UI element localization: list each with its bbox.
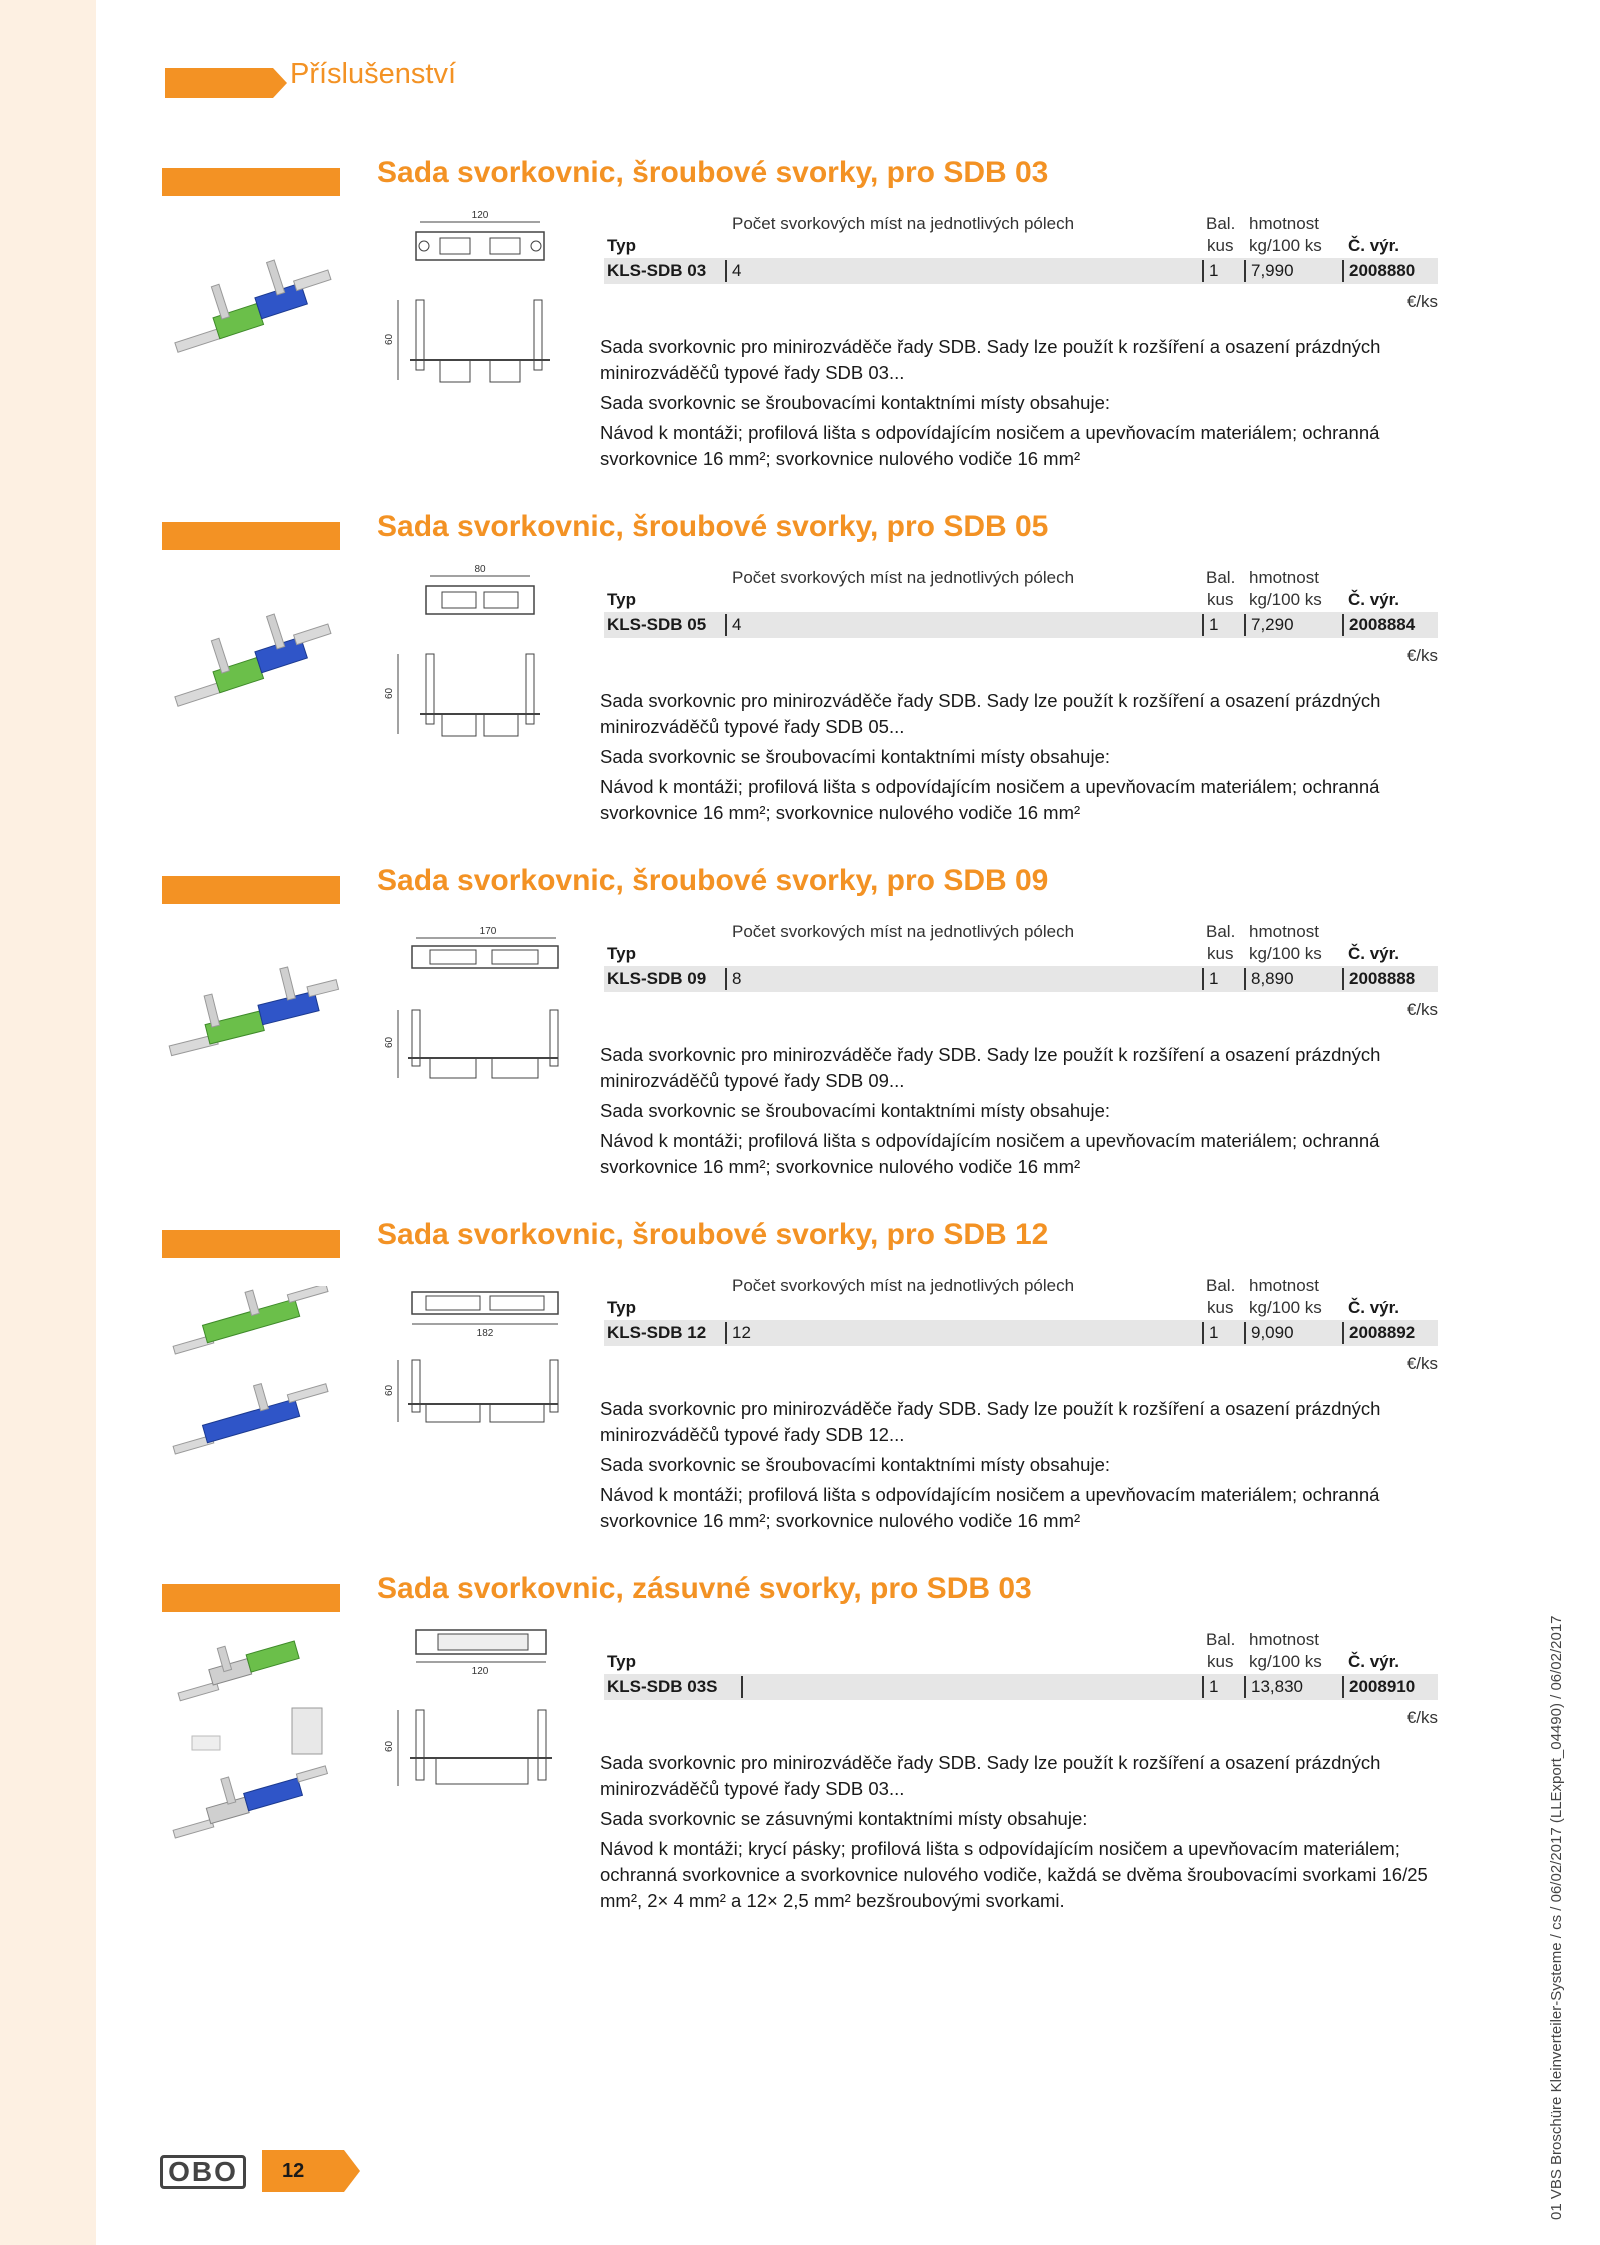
header-weight: hmotnost — [1249, 1276, 1319, 1295]
description-intro: Sada svorkovnic pro minirozváděče řady SDB. Sady lze použít k rozšíření a osazení prázdných minirozváděčů typové řady SDB 03... — [600, 336, 1381, 383]
cell-weight: 7,990 — [1251, 261, 1294, 280]
order-table — [604, 1276, 1438, 1416]
header-article-number: Č. výr. — [1348, 590, 1400, 609]
section-title: Sada svorkovnic, šroubové svorky, pro SDB 09 — [377, 864, 1049, 897]
order-table — [604, 922, 1438, 1062]
cell-count: 4 — [732, 615, 742, 634]
cell-typ: KLS-SDB 05 — [607, 615, 707, 634]
description-intro: Sada svorkovnic pro minirozváděče řady SDB. Sady lze použít k rozšíření a osazení prázdných minirozváděčů typové řady SDB 12... — [600, 1398, 1381, 1445]
cell-bal: 1 — [1209, 969, 1219, 988]
product-section — [0, 1570, 1600, 1910]
header-kg: kg/100 ks — [1249, 236, 1322, 255]
header-bal: Bal. — [1206, 214, 1236, 233]
product-section — [0, 508, 1600, 848]
cell-bal: 1 — [1209, 615, 1219, 634]
cell-bal: 1 — [1209, 1677, 1219, 1696]
table-row — [604, 1320, 1438, 1346]
header-weight: hmotnost — [1249, 922, 1319, 941]
description — [600, 1396, 1450, 1536]
header-kus: kus — [1207, 590, 1234, 609]
description-contents-label: Sada svorkovnic se šroubovacími kontaktními místy obsahuje: — [600, 1100, 1111, 1121]
svg-text:182: 182 — [476, 1328, 494, 1339]
description-contents: Návod k montáži; profilová lišta s odpovídajícím nosičem a upevňovacím materiálem; ochranná svorkovnice 16 mm²; svorkovnice nulového vodiče 16 mm² — [600, 1484, 1380, 1531]
dimension-drawing — [380, 918, 560, 1108]
svg-text:60: 60 — [384, 1384, 395, 1396]
section-title: Sada svorkovnic, šroubové svorky, pro SDB 12 — [377, 1218, 1049, 1251]
section-title: Sada svorkovnic, šroubové svorky, pro SDB 03 — [377, 156, 1049, 189]
header-count: Počet svorkových míst na jednotlivých pólech — [732, 214, 1075, 233]
page-header-title: Příslušenství — [290, 58, 456, 90]
header-article-number: Č. výr. — [1348, 1652, 1400, 1671]
cell-weight: 8,890 — [1251, 969, 1294, 988]
section-title: Sada svorkovnic, šroubové svorky, pro SDB 05 — [377, 510, 1049, 543]
header-kg: kg/100 ks — [1249, 1298, 1322, 1317]
cell-article-number: 2008888 — [1349, 969, 1416, 988]
order-table — [604, 214, 1438, 354]
header-weight: hmotnost — [1249, 214, 1319, 233]
header-article-number: Č. výr. — [1348, 236, 1400, 255]
unit-label: €/ks — [1406, 1000, 1438, 1019]
description-contents-label: Sada svorkovnic se šroubovacími kontaktními místy obsahuje: — [600, 1454, 1111, 1475]
svg-text:60: 60 — [384, 1740, 395, 1752]
header-weight: hmotnost — [1249, 568, 1319, 587]
cell-typ: KLS-SDB 12 — [607, 1323, 707, 1342]
description-contents-label: Sada svorkovnic se zásuvnými kontaktními místy obsahuje: — [600, 1808, 1088, 1829]
dimension-drawing — [380, 1626, 560, 1816]
product-photo — [162, 254, 352, 374]
header-bal: Bal. — [1206, 568, 1236, 587]
header-weight: hmotnost — [1249, 1630, 1319, 1649]
dimension-drawing — [380, 210, 560, 400]
header-kg: kg/100 ks — [1249, 1652, 1322, 1671]
order-table — [604, 568, 1438, 708]
description — [600, 688, 1450, 828]
header-typ: Typ — [607, 590, 636, 609]
header-bal: Bal. — [1206, 922, 1236, 941]
table-row — [604, 1674, 1438, 1700]
cell-count: 4 — [732, 261, 742, 280]
description-contents: Návod k montáži; profilová lišta s odpovídajícím nosičem a upevňovacím materiálem; ochranná svorkovnice 16 mm²; svorkovnice nulového vodiče 16 mm² — [600, 1130, 1380, 1177]
description — [600, 1042, 1450, 1182]
cell-bal: 1 — [1209, 261, 1219, 280]
product-photo — [162, 1760, 352, 1880]
cell-article-number: 2008910 — [1349, 1677, 1416, 1696]
section-title: Sada svorkovnic, zásuvné svorky, pro SDB 03 — [377, 1572, 1032, 1605]
table-row — [604, 258, 1438, 284]
header-kus: kus — [1207, 1652, 1234, 1671]
section-bar — [162, 1230, 340, 1258]
description-intro: Sada svorkovnic pro minirozváděče řady SDB. Sady lze použít k rozšíření a osazení prázdných minirozváděčů typové řady SDB 03... — [600, 1752, 1381, 1799]
cell-article-number: 2008880 — [1349, 261, 1416, 280]
description-contents: Návod k montáži; profilová lišta s odpovídajícím nosičem a upevňovacím materiálem; ochranná svorkovnice 16 mm²; svorkovnice nulového vodiče 16 mm² — [600, 776, 1380, 823]
cell-weight: 13,830 — [1251, 1677, 1303, 1696]
section-bar — [162, 522, 340, 550]
description-contents-label: Sada svorkovnic se šroubovacími kontaktními místy obsahuje: — [600, 392, 1111, 413]
header-kus: kus — [1207, 1298, 1234, 1317]
product-section — [0, 154, 1600, 494]
description-contents: Návod k montáži; profilová lišta s odpovídajícím nosičem a upevňovacím materiálem; ochranná svorkovnice 16 mm²; svorkovnice nulového vodiče 16 mm² — [600, 422, 1380, 469]
page-number: 12 — [282, 2160, 305, 2182]
vertical-document-note: 01 VBS Broschüre Kleinverteiler-Systeme / cs / 06/02/2017 (LLExport_04490) / 06/02/2017 — [1548, 1615, 1565, 2220]
product-section — [0, 1216, 1600, 1556]
cell-count: 8 — [732, 969, 742, 988]
unit-label: €/ks — [1406, 1708, 1438, 1727]
header-bal: Bal. — [1206, 1276, 1236, 1295]
svg-text:170: 170 — [479, 926, 497, 937]
unit-label: €/ks — [1406, 1354, 1438, 1373]
section-bar — [162, 876, 340, 904]
header-kus: kus — [1207, 236, 1234, 255]
header-typ: Typ — [607, 1652, 636, 1671]
description-contents: Návod k montáži; krycí pásky; profilová lišta s odpovídajícím nosičem a upevňovacím materiálem; ochranná svorkovnice a svorkovnice nulového vodiče, každá se dvěma šroubovacími svorkami 16/25 mm², 2× 4 mm² a 12× 2,5 mm² bezšroubovými svorkami. — [600, 1838, 1428, 1911]
cell-typ: KLS-SDB 03S — [607, 1677, 718, 1696]
unit-label: €/ks — [1406, 646, 1438, 665]
header-typ: Typ — [607, 1298, 636, 1317]
table-row — [604, 612, 1438, 638]
description — [600, 334, 1450, 474]
header-typ: Typ — [607, 944, 636, 963]
description-contents-label: Sada svorkovnic se šroubovacími kontaktními místy obsahuje: — [600, 746, 1111, 767]
svg-text:120: 120 — [471, 210, 489, 221]
section-bar — [162, 1584, 340, 1612]
svg-text:120: 120 — [471, 1666, 489, 1677]
order-table — [604, 1630, 1438, 1770]
description — [600, 1750, 1450, 1916]
description-intro: Sada svorkovnic pro minirozváděče řady SDB. Sady lze použít k rozšíření a osazení prázdných minirozváděčů typové řady SDB 05... — [600, 690, 1381, 737]
cell-article-number: 2008892 — [1349, 1323, 1416, 1342]
cell-weight: 7,290 — [1251, 615, 1294, 634]
svg-text:80: 80 — [474, 564, 486, 575]
dimension-drawing — [380, 564, 560, 754]
obo-logo: OBO — [160, 2155, 246, 2189]
cell-count: 12 — [732, 1323, 751, 1342]
header-count: Počet svorkových míst na jednotlivých pólech — [732, 568, 1075, 587]
product-photo — [162, 608, 352, 728]
header-typ: Typ — [607, 236, 636, 255]
header-count: Počet svorkových míst na jednotlivých pólech — [732, 922, 1075, 941]
product-photo — [162, 1376, 352, 1496]
product-section — [0, 862, 1600, 1202]
section-bar — [162, 168, 340, 196]
unit-label: €/ks — [1406, 292, 1438, 311]
header-kus: kus — [1207, 944, 1234, 963]
description-intro: Sada svorkovnic pro minirozváděče řady SDB. Sady lze použít k rozšíření a osazení prázdných minirozváděčů typové řady SDB 09... — [600, 1044, 1381, 1091]
svg-text:60: 60 — [384, 1036, 395, 1048]
header-article-number: Č. výr. — [1348, 944, 1400, 963]
header-bal: Bal. — [1206, 1630, 1236, 1649]
cell-article-number: 2008884 — [1349, 615, 1416, 634]
header-count: Počet svorkových míst na jednotlivých pólech — [732, 1276, 1075, 1295]
header-kg: kg/100 ks — [1249, 590, 1322, 609]
svg-text:60: 60 — [384, 687, 395, 699]
product-photo — [162, 962, 352, 1082]
dimension-drawing — [380, 1272, 560, 1462]
header-tab — [165, 68, 273, 98]
header-kg: kg/100 ks — [1249, 944, 1322, 963]
svg-text:60: 60 — [384, 333, 395, 345]
cell-typ: KLS-SDB 09 — [607, 969, 707, 988]
cell-weight: 9,090 — [1251, 1323, 1294, 1342]
table-row — [604, 966, 1438, 992]
header-article-number: Č. výr. — [1348, 1298, 1400, 1317]
cell-typ: KLS-SDB 03 — [607, 261, 707, 280]
cell-bal: 1 — [1209, 1323, 1219, 1342]
